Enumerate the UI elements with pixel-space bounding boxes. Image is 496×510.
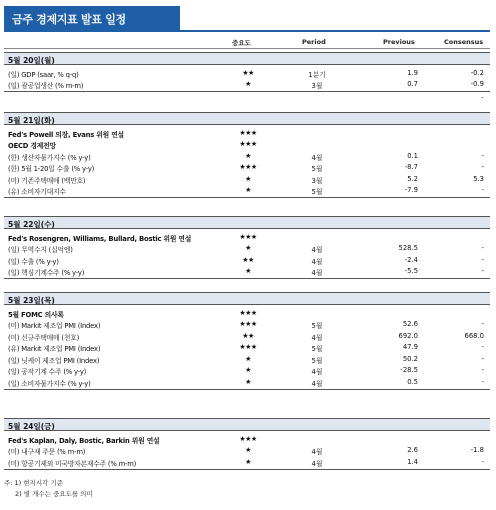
consensus-value: - [481,354,484,363]
indicator-name: 5월 FOMC 의사록 [8,310,64,319]
indicator-name: (미) Markit 제조업 PMI (Index) [8,322,101,330]
period-value: 5월 [311,165,323,173]
indicator-name: (일) 광공업생산 (% m-m) [8,82,84,90]
consensus-value: - [481,244,484,252]
importance-stars: ★ [245,354,251,363]
section-day-4 [4,292,490,390]
table-row [4,127,490,139]
table-row [4,79,490,91]
indicator-name: Fed's Kaplan, Daly, Bostic, Barkin 위원 연설 [8,436,160,445]
consensus-value: - [481,457,484,466]
importance-stars: ★★★ [239,343,257,351]
indicator-name: Fed's Powell 의장, Evans 위원 연설 [8,130,124,139]
indicator-name: (미) 신규주택매매 (천호) [8,333,80,342]
previous-value: -28.5 [400,366,418,374]
indicator-name: OECD 경제전망 [8,142,56,150]
period-value: 1분기 [308,70,326,79]
importance-stars: ★ [245,457,251,466]
period-value: 4월 [311,368,323,376]
footnote-1: 주: 1) 현지시각 기준 [4,479,64,487]
table-row [4,353,490,365]
consensus-value: 5.3 [473,174,484,183]
period-value: 4월 [311,333,323,342]
indicator-name: Fed's Rosengren, Williams, Bullard, Bostic 위원 연설 [8,234,192,243]
previous-value: 2.6 [407,446,418,454]
col-header-consensus: Consensus [444,38,484,46]
previous-value: 52.6 [402,320,418,328]
period-value: 3월 [311,176,323,185]
importance-stars: ★ [245,244,251,252]
col-header-importance: 중요도 [232,39,251,47]
section-date: 5월 23일(목) [4,292,490,305]
table-row [4,330,490,342]
table-row [4,365,490,377]
indicator-name: (유) Markit 제조업 PMI (Index) [8,345,101,353]
previous-value: 1.9 [407,68,418,77]
table-row [4,162,490,174]
table-row [4,243,490,255]
table-row [4,150,490,162]
period-value: 4월 [311,246,323,254]
importance-stars: ★★★ [239,320,257,328]
consensus-value: - [481,267,484,275]
importance-stars: ★★★ [239,140,257,148]
importance-stars: ★ [245,186,251,194]
section-day-5 [4,418,490,470]
importance-stars: ★★★ [239,434,257,443]
previous-value: -2.4 [404,255,418,264]
title-underline [4,30,490,32]
importance-stars: ★ [245,174,251,183]
consensus-value: -0.2 [470,68,484,77]
consensus-value: - [481,343,484,351]
footnote-2: 2) 별 개수는 중요도를 의미 [15,490,93,498]
table-row [4,445,490,457]
table-row [4,307,490,319]
importance-stars: ★★★ [239,232,257,241]
table-row [4,139,490,151]
importance-stars: ★ [245,377,251,386]
previous-value: 5.2 [407,174,418,183]
importance-stars: ★★ [242,331,254,340]
previous-value: 528.5 [398,244,418,252]
previous-value: -8.7 [404,163,418,171]
period-value: 5월 [311,356,323,365]
indicator-name: (미) 항공기제외 미국방자본재수주 (% m-m) [8,459,137,468]
importance-stars: ★★★ [239,128,257,137]
col-header-previous: Previous [383,38,415,46]
importance-stars: ★ [245,151,251,160]
consensus-value: - [481,151,484,160]
consensus-value: - [481,320,484,328]
period-value: 4월 [311,269,323,277]
importance-stars: ★ [245,80,251,88]
section-day-2 [4,112,490,198]
table-row [4,173,490,185]
previous-value: 0.7 [407,80,418,88]
header-rule [4,48,490,49]
previous-value: 1.4 [407,457,418,466]
period-value: 3월 [311,82,323,90]
indicator-name: (일) 닛케이 제조업 PMI (Index) [8,356,100,365]
period-value: 5월 [311,345,323,353]
previous-value: 50.2 [402,354,418,363]
consensus-value: - [481,163,484,171]
indicator-name: (일) GDP (saar, % q-q) [8,70,79,79]
section-date: 5월 21일(화) [4,112,490,125]
indicator-name: (한) 생산자물가지수 (% y-y) [8,153,91,162]
table-row [4,67,490,79]
consensus-value: - [481,255,484,264]
page-title: 금주 경제지표 발표 일정 [4,6,180,30]
previous-value: 0.5 [407,377,418,386]
consensus-value: - [481,366,484,374]
importance-stars: ★★ [242,255,254,264]
table-row [4,231,490,243]
indicator-name: (일) 핵심기계수주 (% y-y) [8,269,85,277]
period-value: 4월 [311,459,323,468]
col-header-period: Period [302,38,326,46]
period-value: 4월 [311,257,323,266]
previous-value: 692.0 [398,331,418,340]
indicator-name: (일) 소비자물가지수 (% y-y) [8,379,91,388]
importance-stars: ★★★ [239,308,257,317]
period-value: 5월 [311,322,323,330]
section-date: 5월 20일(월) [4,52,490,65]
previous-value: -7.9 [404,186,418,194]
table-row [4,433,490,445]
section-day-3 [4,216,490,279]
importance-stars: ★ [245,446,251,454]
importance-stars: ★★★ [239,163,257,171]
consensus-value: -1.8 [470,446,484,454]
table-row [4,456,490,468]
importance-stars: ★ [245,366,251,374]
table-row [4,376,490,388]
table-row [4,266,490,278]
period-value: 4월 [311,379,323,388]
consensus-value: - [481,186,484,194]
period-value: 4월 [311,153,323,162]
previous-value: 0.1 [407,151,418,160]
indicator-name: (유) 소비자기대지수 [8,188,66,196]
table-row [4,185,490,197]
previous-value: 47.9 [402,343,418,351]
indicator-name: (일) 무역수지 (십억엔) [8,246,73,254]
previous-value: -5.5 [404,267,418,275]
indicator-name: (미) 내구재 주문 (% m-m) [8,448,86,456]
importance-stars: ★ [245,267,251,275]
consensus-value: -0.9 [470,80,484,88]
table-row [4,319,490,331]
footnotes [4,478,93,500]
consensus-value: - [481,377,484,386]
table-row [4,254,490,266]
trailing-mark: - [481,93,484,101]
section-day-1 [4,52,490,92]
section-date: 5월 24일(금) [4,418,490,431]
indicator-name: (일) 공작기계 수주 (% y-y) [8,368,87,376]
consensus-value: 668.0 [464,331,484,340]
table-row [4,342,490,354]
section-date: 5월 22일(수) [4,216,490,229]
indicator-name: (한) 5월 1-20일 수출 (% y-y) [8,165,95,173]
indicator-name: (미) 기존주택매매 (백만호) [8,176,86,185]
period-value: 5월 [311,188,323,196]
period-value: 4월 [311,448,323,456]
importance-stars: ★★ [242,68,254,77]
indicator-name: (일) 수출 (% y-y) [8,257,59,266]
